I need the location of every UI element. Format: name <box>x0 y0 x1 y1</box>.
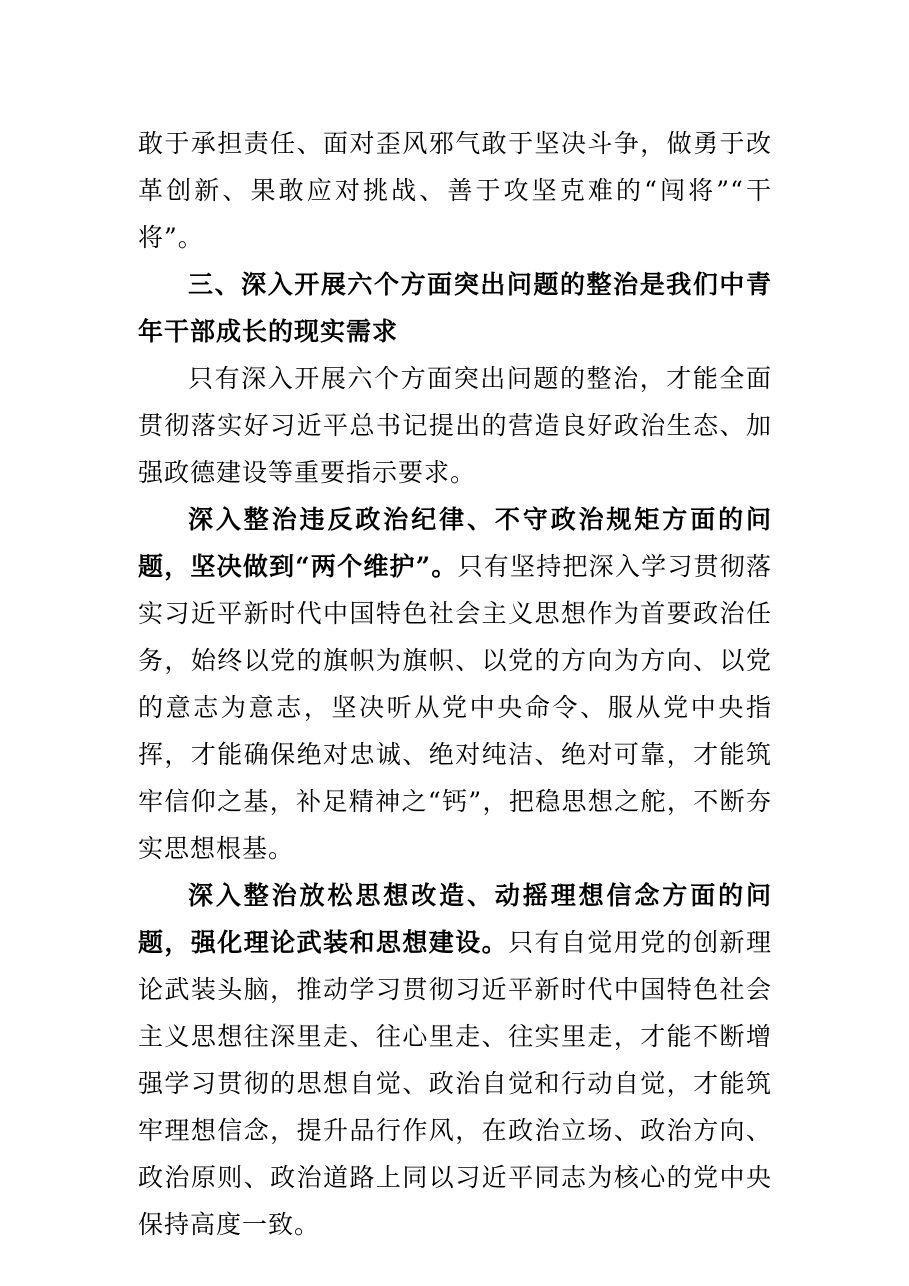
document-body <box>138 120 772 1248</box>
paragraph-continuation: 敢于承担责任、面对歪风邪气敢于坚决斗争，做勇于改革创新、果敢应对挑战、善于攻坚克难的“闯将”“干将”。 <box>138 129 772 252</box>
paragraph-intro: 只有深入开展六个方面突出问题的整治，才能全面贯彻落实好习近平总书记提出的营造良好政治生态、加强政德建设等重要指示要求。 <box>138 364 772 487</box>
paragraph-theoretical-arming <box>138 872 772 1248</box>
paragraph-lead-bold: 深入整治违反政治纪律、不守政治规矩方面的问题，坚决做到“两个维护”。 <box>138 505 772 581</box>
paragraph-political-discipline <box>138 496 772 872</box>
paragraph-body-text: 只有坚持把深入学习贯彻落实习近平新时代中国特色社会主义思想作为首要政治任务，始终以党的旗帜为旗帜、以党的方向为方向、以党的意志为意志，坚决听从党中央命令、服从党中央指挥，才能确保绝对忠诚、绝对纯洁、绝对可靠，才能筑牢信仰之基，补足精神之“钙”，把稳思想之舵，不断夯实思想根基。 <box>138 552 772 863</box>
section-heading: 三、深入开展六个方面突出问题的整治是我们中青年干部成长的现实需求 <box>138 270 772 346</box>
paragraph-body-text: 只有自觉用党的创新理论武装头脑，推动学习贯彻习近平新时代中国特色社会主义思想往深里走、往心里走、往实里走，才能不断增强学习贯彻的思想自觉、政治自觉和行动自觉，才能筑牢理想信念，提升品行作风，在政治立场、政治方向、政治原则、政治道路上同以习近平同志为核心的党中央保持高度一致。 <box>138 928 772 1239</box>
paragraph-lead-bold: 深入整治放松思想改造、动摇理想信念方面的问题，强化理论武装和思想建设。 <box>138 881 772 957</box>
